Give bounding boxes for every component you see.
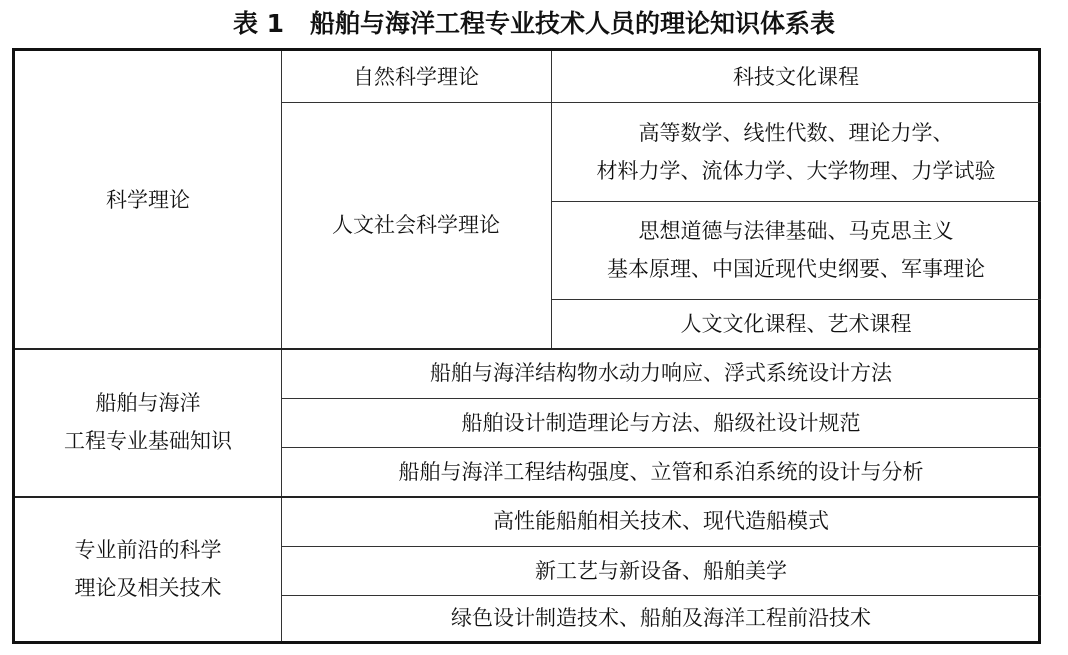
content-cell: 思想道德与法律基础、马克思主义 基本原理、中国近现代史纲要、军事理论 (607, 219, 985, 281)
table-caption (0, 2, 1068, 46)
content-cell: 新工艺与新设备、船舶美学 (535, 558, 787, 583)
content-cell: 船舶与海洋结构物水动力响应、浮式系统设计方法 (430, 361, 892, 385)
content-cell: 科技文化课程 (733, 64, 859, 89)
content-cell: 高性能船舶相关技术、现代造船模式 (493, 509, 829, 533)
category-natural-science: 自然科学理论 (353, 64, 479, 89)
section-label-professional-basics: 船舶与海洋 工程专业基础知识 (64, 391, 232, 453)
section-label-science-theory: 科学理论 (106, 187, 190, 212)
content-cell: 绿色设计制造技术、船舶及海洋工程前沿技术 (451, 606, 871, 630)
table-number: 表 1 (232, 9, 285, 38)
content-cell: 高等数学、线性代数、理论力学、 材料力学、流体力学、大学物理、力学试验 (596, 120, 996, 183)
content-cell: 船舶设计制造理论与方法、船级社设计规范 (461, 410, 861, 435)
content-cell: 人文文化课程、艺术课程 (680, 311, 912, 336)
content-cell: 船舶与海洋工程结构强度、立管和系泊系统的设计与分析 (398, 459, 924, 484)
knowledge-table (12, 48, 1041, 644)
section-label-frontier-technology: 专业前沿的科学 理论及相关技术 (74, 537, 222, 600)
table-title: 船舶与海洋工程专业技术人员的理论知识体系表 (310, 9, 836, 38)
category-humanities-social-science: 人文社会科学理论 (332, 213, 500, 237)
